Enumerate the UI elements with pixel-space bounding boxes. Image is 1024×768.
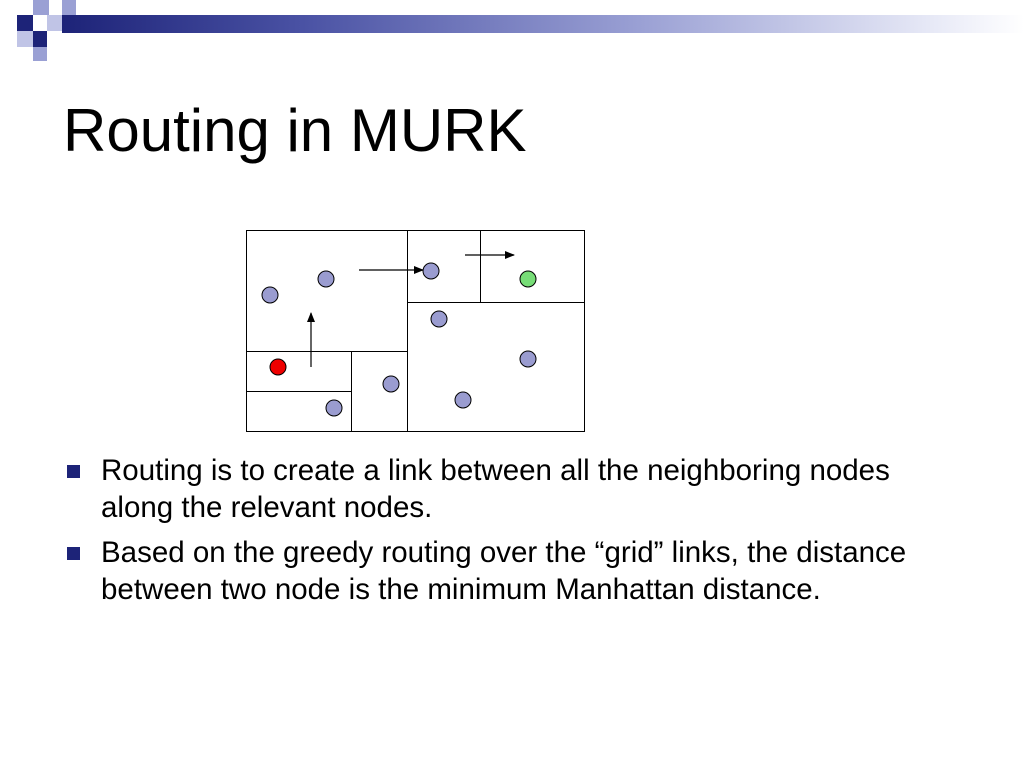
bullet-item xyxy=(64,534,964,608)
node xyxy=(423,263,439,279)
node xyxy=(318,271,334,287)
node xyxy=(326,400,342,416)
source-node xyxy=(270,359,286,375)
slide-title: Routing in MURK xyxy=(63,97,527,164)
node xyxy=(455,392,471,408)
node xyxy=(431,311,447,327)
node xyxy=(520,351,536,367)
square-bullet-icon xyxy=(67,547,80,560)
destination-node xyxy=(520,271,536,287)
square-bullet-icon xyxy=(67,465,80,478)
bullet-text: Routing is to create a link between all the neighboring nodes along the relevant nodes. xyxy=(101,454,890,524)
outer-region xyxy=(247,231,585,432)
node xyxy=(383,376,399,392)
bullet-list xyxy=(64,452,964,616)
node xyxy=(262,287,278,303)
bullet-text: Based on the greedy routing over the “grid” links, the distance between two node is the minimum Manhattan distance. xyxy=(101,536,907,606)
bullet-item xyxy=(64,452,964,526)
